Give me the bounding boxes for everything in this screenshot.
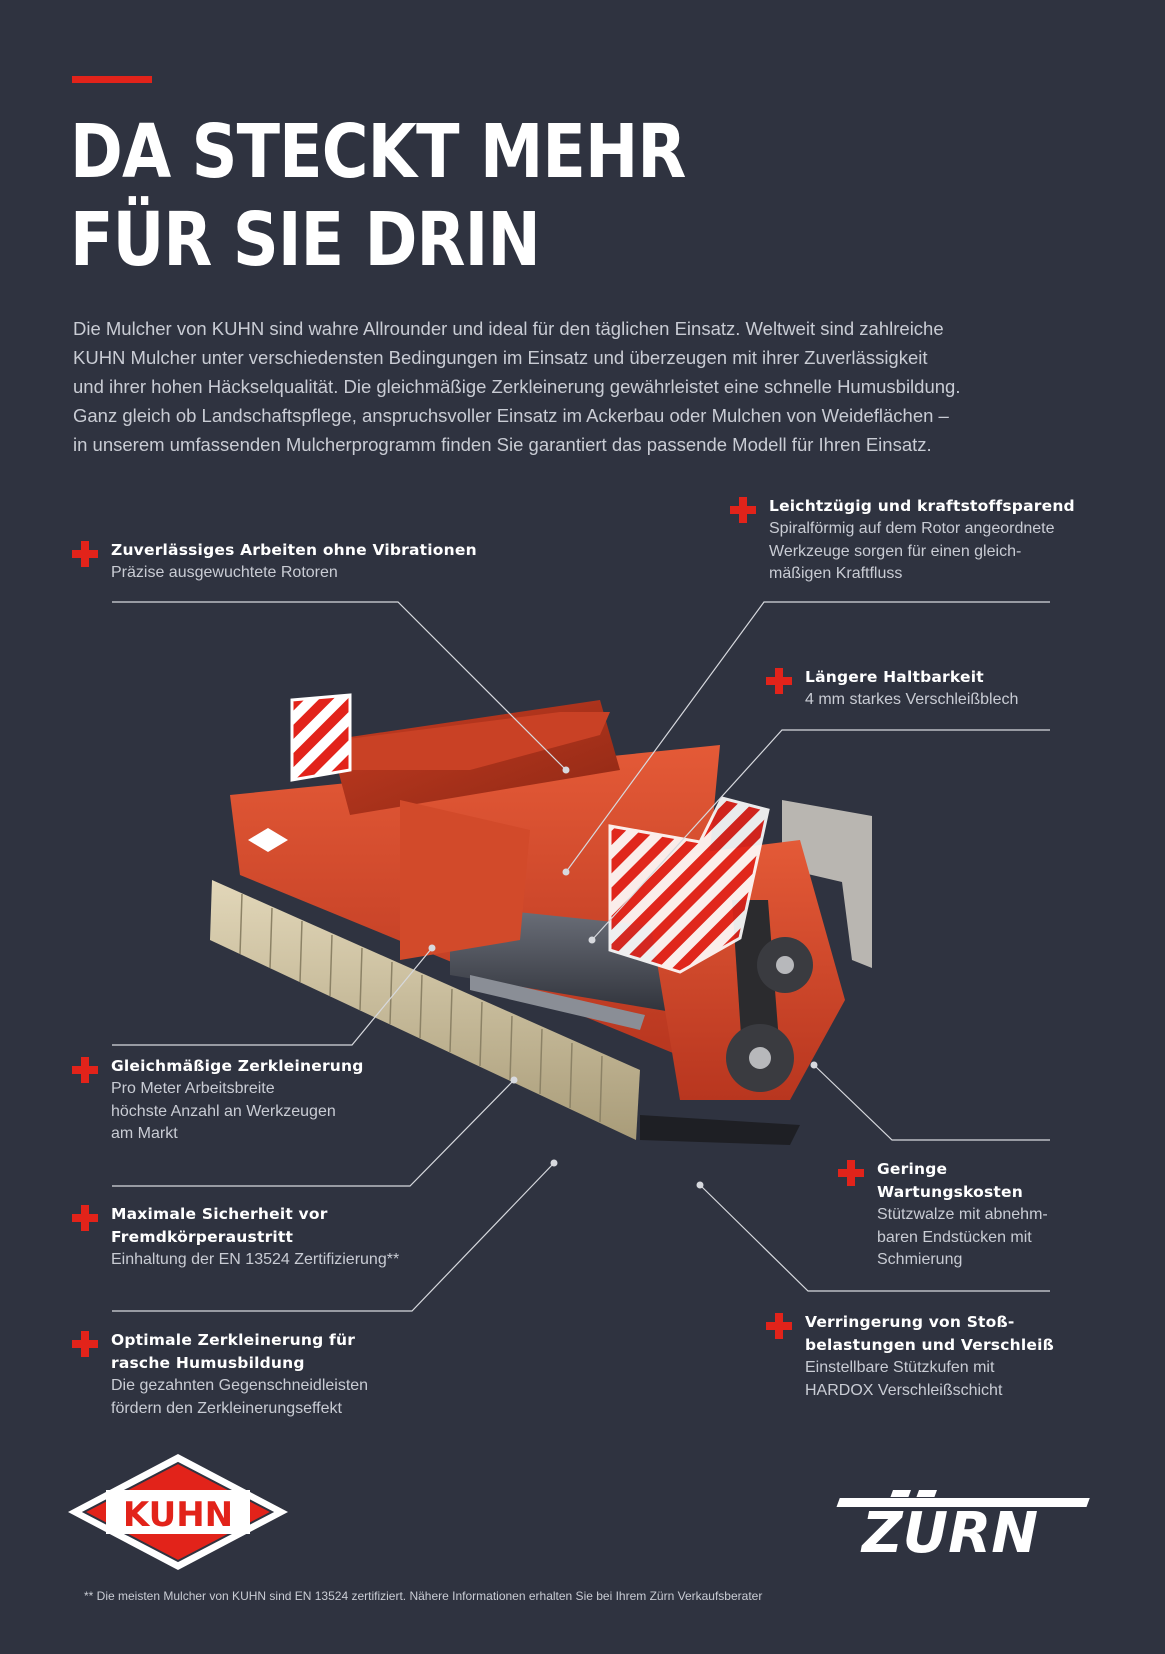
feature-maintenance [838, 1158, 1048, 1272]
feature-description: Einhaltung der EN 13524 Zertifizierung** [111, 1251, 400, 1268]
title-line-2: FÜR SIE DRIN [70, 197, 540, 283]
plus-icon [72, 1331, 98, 1357]
feature-title: Leichtzügig und kraftstoffsparend [769, 497, 1075, 515]
intro-line: und ihrer hohen Häckselqualität. Die gleichmäßige Zerkleinerung gewährleistet eine schnelle Humusbildung. [73, 376, 961, 397]
zuern-logo-text: ZÜRN [862, 1501, 1039, 1566]
plus-icon [730, 497, 756, 523]
title-line-1: DA STECKT MEHR [70, 109, 686, 195]
feature-title: Optimale Zerkleinerung für rasche Humusbildung [111, 1331, 356, 1372]
zuern-logo [836, 1490, 1089, 1566]
warning-sign-left [292, 695, 350, 780]
feature-title: Verringerung von Stoß- belastungen und Verschleiß [805, 1313, 1054, 1354]
kuhn-logo [68, 1454, 288, 1570]
skid-plate [640, 1115, 800, 1145]
feature-description: Einstellbare Stützkufen mit HARDOX Verschleißschicht [805, 1359, 1003, 1399]
plus-icon [72, 1205, 98, 1231]
intro-line: KUHN Mulcher unter verschiedensten Bedingungen im Einsatz und überzeugen mit ihrer Zuverlässigkeit [73, 347, 928, 368]
feature-title: Gleichmäßige Zerkleinerung [111, 1057, 364, 1075]
feature-title: Längere Haltbarkeit [805, 668, 984, 686]
feature-wear-reduction [766, 1311, 1054, 1402]
plus-icon [766, 668, 792, 694]
feature-description: Stützwalze mit abnehm- baren Endstücken mit Schmierung [877, 1206, 1048, 1268]
feature-title: Geringe Wartungskosten [877, 1160, 1023, 1201]
plus-icon [838, 1160, 864, 1186]
feature-title: Maximale Sicherheit vor Fremdkörperaustritt [111, 1205, 328, 1246]
feature-safety [72, 1203, 399, 1272]
feature-durability [766, 666, 1018, 712]
plus-icon [766, 1313, 792, 1339]
feature-description: Die gezahnten Gegenschneidleisten fördern den Zerkleinerungseffekt [111, 1377, 369, 1417]
intro-line: Ganz gleich ob Landschaftspflege, anspruchsvoller Einsatz im Ackerbau oder Mulchen von Weideflächen – [73, 405, 949, 426]
feature-description: Pro Meter Arbeitsbreite höchste Anzahl an Werkzeugen am Markt [111, 1080, 336, 1142]
feature-description: 4 mm starkes Verschleißblech [805, 691, 1019, 708]
intro-line: Die Mulcher von KUHN sind wahre Allrounder und ideal für den täglichen Einsatz. Weltweit sind zahlreiche [73, 318, 944, 339]
intro-line: in unserem umfassenden Mulcherprogramm finden Sie garantiert das passende Modell für Ihren Einsatz. [73, 434, 932, 455]
feature-description: Präzise ausgewuchtete Rotoren [111, 564, 338, 581]
footnote: ** Die meisten Mulcher von KUHN sind EN 13524 zertifiziert. Nähere Informationen erhalten Sie bei Ihrem Zürn Verkaufsberater [84, 1589, 763, 1603]
feature-fuel-saving [730, 495, 1075, 586]
plus-icon [72, 1057, 98, 1083]
feature-even-shredding [72, 1055, 364, 1146]
feature-description: Spiralförmig auf dem Rotor angeordnete Werkzeuge sorgen für einen gleich- mäßigen Kraftfluss [769, 520, 1055, 582]
plus-icon [72, 541, 98, 567]
feature-title: Zuverlässiges Arbeiten ohne Vibrationen [111, 541, 477, 559]
feature-vibration-free [72, 539, 477, 585]
feature-humus [72, 1329, 368, 1420]
kuhn-logo-text: KUHN [122, 1495, 234, 1535]
